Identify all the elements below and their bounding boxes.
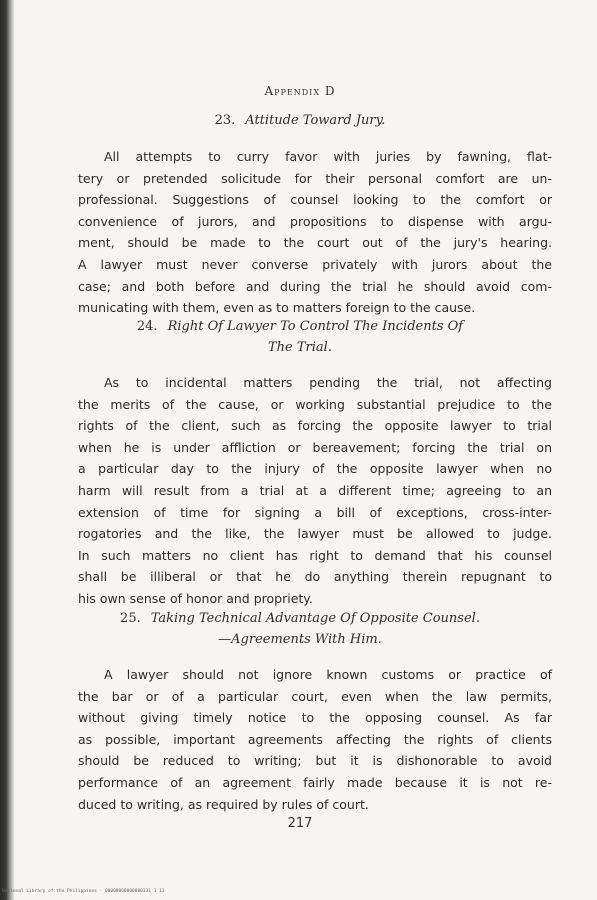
section-23-paragraph bbox=[78, 146, 552, 319]
text-line: harm will result from a trial at a different time; agreeing to an bbox=[78, 482, 552, 498]
section-24-paragraph bbox=[78, 372, 552, 610]
page-number: 217 bbox=[287, 816, 313, 831]
text-line: A lawyer must never converse privately with jurors about the bbox=[78, 256, 552, 272]
section-number: 23. bbox=[214, 113, 236, 128]
page bbox=[40, 0, 560, 900]
text-line: All attempts to curry favor with juries by fawning, flat- bbox=[104, 149, 552, 164]
text-line: without giving timely notice to the opposing counsel. As far bbox=[78, 710, 552, 726]
text-line: extension of time for signing a bill of exceptions, cross-inter- bbox=[78, 504, 552, 520]
text-line: duced to writing, as required by rules of court. bbox=[78, 796, 369, 812]
running-header: Appendix D bbox=[264, 84, 336, 98]
section-title-line: —Agreements With Him. bbox=[218, 632, 382, 647]
book-binding-edge bbox=[0, 0, 14, 900]
section-23-title bbox=[40, 110, 560, 131]
section-number: 25. bbox=[120, 611, 141, 626]
text-line: the merits of the cause, or working substantial prejudice to the bbox=[78, 396, 552, 412]
text-line: In such matters no client has right to demand that his counsel bbox=[78, 547, 552, 563]
text-line: tery or pretended solicitude for their personal comfort are un- bbox=[78, 170, 552, 186]
text-line: when he is under affliction or bereavement; forcing the trial on bbox=[78, 439, 552, 455]
scan-footer: National Library of the Philippines · 00000000000000331 1 13 bbox=[2, 889, 165, 894]
section-25-paragraph bbox=[78, 664, 552, 815]
text-line: municating with them, even as to matters foreign to the cause. bbox=[78, 300, 476, 316]
text-line: a particular day to the injury of the opposite lawyer when no bbox=[78, 461, 552, 477]
section-24-title bbox=[40, 316, 560, 358]
text-line: his own sense of honor and propriety. bbox=[78, 590, 313, 606]
text-line: professional. Suggestions of counsel looking to the comfort or bbox=[78, 192, 552, 208]
text-line: As to incidental matters pending the trial, not affecting bbox=[104, 375, 552, 390]
text-line: shall be illiberal or that he do anything therein repugnant to bbox=[78, 569, 552, 585]
text-line: A lawyer should not ignore known customs or practice of bbox=[104, 667, 552, 682]
section-number: 24. bbox=[136, 319, 158, 334]
section-title-line: Attitude Toward Jury. bbox=[245, 113, 386, 128]
text-line: should be reduced to writing; but it is dishonorable to avoid bbox=[78, 753, 552, 769]
text-line: rights of the client, such as forcing the opposite lawyer to trial bbox=[78, 418, 552, 434]
text-line: case; and both before and during the trial he should avoid com- bbox=[78, 278, 552, 294]
section-title-line: The Trial. bbox=[268, 340, 332, 355]
text-line: convenience of jurors, and propositions to dispense with argu- bbox=[78, 213, 552, 229]
section-title-line: Taking Technical Advantage Of Opposite Counsel. bbox=[150, 611, 480, 626]
text-line: performance of an agreement fairly made because it is not re- bbox=[78, 774, 552, 790]
section-title-line: Right Of Lawyer To Control The Incidents Of bbox=[167, 319, 464, 334]
text-line: rogatories and the like, the lawyer must be allowed to judge. bbox=[78, 526, 552, 542]
text-line: as possible, important agreements affecting the rights of clients bbox=[78, 731, 552, 747]
section-25-title bbox=[40, 608, 560, 650]
text-line: the bar or of a particular court, even when the law permits, bbox=[78, 688, 552, 704]
text-line: ment, should be made to the court out of the jury's hearing. bbox=[78, 235, 552, 251]
